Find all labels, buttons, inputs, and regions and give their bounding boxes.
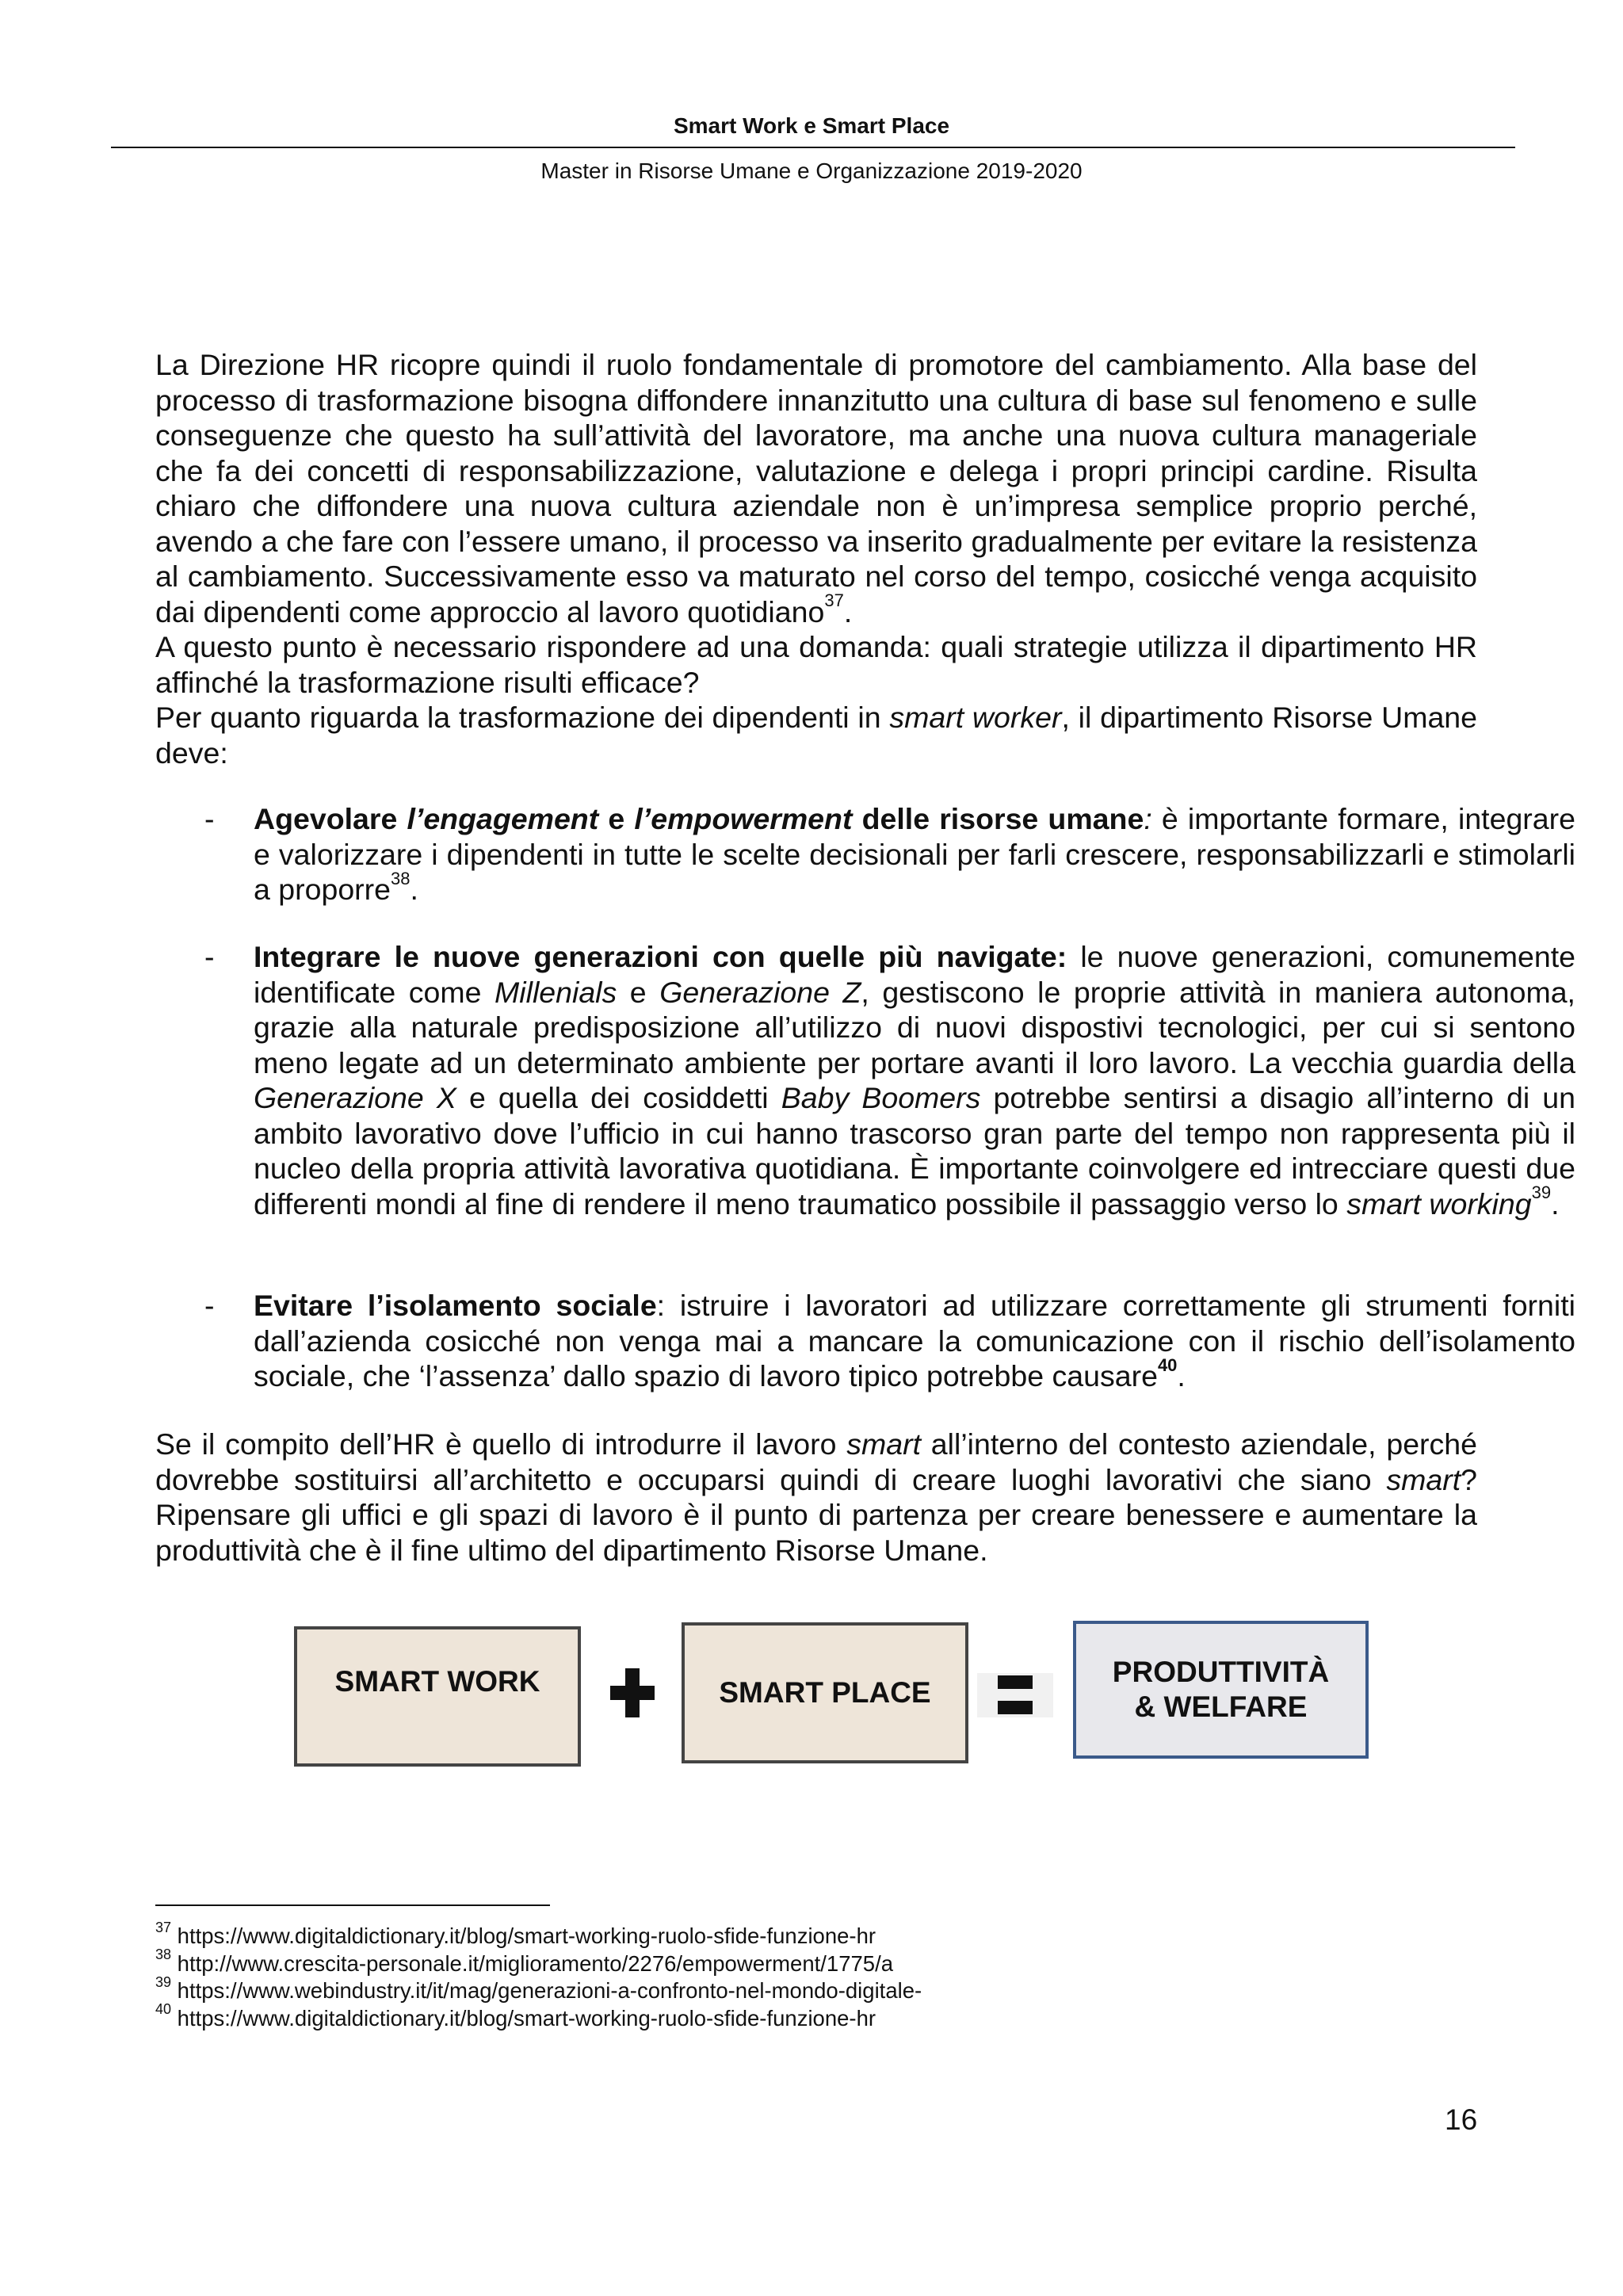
footnote bbox=[155, 1919, 922, 1950]
paragraph-1-text-c2: , il dipartimento Risorse Umane deve: bbox=[155, 701, 1478, 770]
item1-bold-1: Agevolare bbox=[254, 802, 407, 835]
footnote-link[interactable]: https://www.digitaldictionary.it/blog/smart-working-ruolo-sfide-funzione-hr bbox=[171, 1924, 876, 1948]
header-divider bbox=[111, 147, 1515, 148]
paragraph-1 bbox=[155, 347, 1477, 770]
item1-bold-2: e bbox=[598, 802, 635, 835]
item2-bold: Integrare le nuove generazioni con quelle più navigate: bbox=[254, 940, 1067, 973]
list-bullet: - bbox=[204, 940, 215, 973]
item1-end: . bbox=[410, 873, 418, 906]
footnote-number: 38 bbox=[155, 1946, 172, 1963]
item2-end: . bbox=[1551, 1186, 1560, 1221]
paragraph-1-text-a-end: . bbox=[843, 594, 853, 628]
paragraph-1-text-a: La Direzione HR ricopre quindi il ruolo fondamentale di promotore del cambiamento. Alla base del processo di trasformazione bisogna diffondere innanzitutto una cultura di base sul fenomeno e sulle conseguenze che questo ha sull’attività del lavoratore, ma anche una nuova cultura manageriale che fa dei concetti di responsabilizzazione, valutazione e delega i propri principi cardine. Risulta chiaro che diffondere una nuova cultura aziendale non è un’impresa semplice proprio perché, avendo a che fare con l’essere umano, il processo va inserito gradualmente per evitare la resistenza al cambiamento. Successivamente esso va maturato nel corso del tempo, cosicché venga acquisito dai dipendenti come approccio al lavoro quotidiano bbox=[155, 348, 1477, 628]
footnote-link[interactable]: https://www.digitaldictionary.it/blog/smart-working-ruolo-sfide-funzione-hr bbox=[171, 2005, 876, 2030]
item2-text-4: e quella dei cosiddetti bbox=[456, 1081, 781, 1114]
footnote-link[interactable]: http://www.crescita-personale.it/miglioramento/2276/empowerment/1775/a bbox=[171, 1950, 894, 1976]
footnote-link[interactable]: https://www.webindustry.it/it/mag/generazioni-a-confronto-nel-mondo-digitale- bbox=[171, 1978, 922, 2003]
footnote-divider bbox=[155, 1904, 550, 1906]
paragraph-2-italic-1: smart bbox=[846, 1427, 921, 1461]
item3-bold: Evitare l’isolamento sociale bbox=[254, 1289, 657, 1322]
footnote-ref-38[interactable]: 38 bbox=[391, 868, 411, 888]
paragraph-2-text-2: all’interno del contesto aziendale, perché dovrebbe sostituirsi all’architetto e occuparsi quindi di creare luoghi lavorativi che siano bbox=[155, 1427, 1477, 1496]
diagram-box-smart-work bbox=[294, 1626, 581, 1767]
footnote-ref-37[interactable]: 37 bbox=[824, 590, 844, 610]
paragraph-2-text-1: Se il compito dell’HR è quello di introdurre il lavoro bbox=[155, 1427, 847, 1461]
paragraph-2-text-3: ? Ripensare gli uffici e gli spazi di lavoro è il punto di partenza per creare benessere e aumentare la produttività che è il fine ultimo del dipartimento Risorse Umane. bbox=[155, 1462, 1477, 1567]
list-bullet: - bbox=[204, 802, 215, 835]
diagram-box-smart-place bbox=[682, 1622, 968, 1763]
item2-text-5: potrebbe sentirsi a disagio all’interno di un ambito lavorativo dove l’ufficio in cui hanno trascorso gran parte del tempo non rappresenta più il nucleo della propria attività lavorativa quotidiana. È importante coinvolgere ed intrecciare questi due differenti mondi al fine di rendere il meno traumatico possibile il passaggio verso lo bbox=[254, 1081, 1575, 1221]
list-item bbox=[155, 1288, 1575, 1394]
item3-end: . bbox=[1177, 1359, 1186, 1392]
item2-italic-4: Baby Boomers bbox=[781, 1081, 981, 1114]
plus-icon bbox=[610, 1668, 655, 1717]
item2-italic-3: Generazione X bbox=[254, 1081, 456, 1114]
equals-icon bbox=[977, 1673, 1053, 1717]
footnote-ref-40[interactable]: 40 bbox=[1157, 1354, 1178, 1375]
diagram-box-smart-place-label: SMART PLACE bbox=[719, 1676, 931, 1709]
item3-text: : istruire i lavoratori ad utilizzare correttamente gli strumenti forniti dall’azienda cosicché non venga mai a mancare la comunicazione con il rischio dell’isolamento sociale, che ‘l’assenza’ dallo spazio di lavoro tipico potrebbe causare bbox=[254, 1289, 1575, 1392]
footnote-number: 37 bbox=[155, 1919, 172, 1935]
item2-text-1: le nuove generazioni, comunemente identificate come bbox=[254, 940, 1575, 1009]
item2-text-3: , gestiscono le proprie attività in maniera autonoma, grazie alla naturale predisposizione all’utilizzo di nuovi dispostivi tecnologici, per cui si sentono meno legate ad un determinato ambiente per portare avanti il loro lavoro. La vecchia guardia della bbox=[254, 975, 1575, 1079]
diagram-box-smart-work-label: SMART WORK bbox=[334, 1665, 540, 1698]
item1-bolditalic-1: l’engagement bbox=[407, 802, 599, 835]
paragraph-2-italic-2: smart bbox=[1386, 1462, 1461, 1496]
paragraph-1-italic-smart-worker: smart worker bbox=[889, 701, 1062, 734]
paragraph-2 bbox=[155, 1427, 1477, 1568]
footnote-number: 40 bbox=[155, 2001, 172, 2018]
item2-italic-1: Millenials bbox=[495, 975, 617, 1009]
footnote-ref-39[interactable]: 39 bbox=[1531, 1182, 1552, 1202]
footnote-number: 39 bbox=[155, 1973, 172, 1990]
footnotes bbox=[155, 1919, 922, 2032]
item1-text: è importante formare, integrare e valorizzare i dipendenti in tutte le scelte decisionali per farli crescere, responsabilizzarli e stimolarli a proporre bbox=[254, 802, 1575, 906]
paragraph-1-text-c1: Per quanto riguarda la trasformazione dei dipendenti in bbox=[155, 701, 890, 734]
list-item bbox=[155, 801, 1575, 907]
item2-text-2: e bbox=[617, 975, 660, 1009]
diagram-box-result-line2: & WELFARE bbox=[1134, 1690, 1308, 1723]
header-title: Smart Work e Smart Place bbox=[673, 113, 950, 138]
footnote bbox=[155, 1946, 922, 1978]
footnote bbox=[155, 2001, 922, 2033]
diagram-box-result bbox=[1073, 1621, 1369, 1759]
page-number: 16 bbox=[1445, 2103, 1478, 2136]
item1-bolditalic-2: l’empowerment bbox=[634, 802, 853, 835]
item2-italic-2: Generazione Z bbox=[659, 975, 861, 1009]
list-bullet: - bbox=[204, 1289, 215, 1322]
list-item bbox=[155, 939, 1575, 1221]
item1-colon: : bbox=[1144, 802, 1152, 835]
paragraph-1-text-b: A questo punto è necessario rispondere ad una domanda: quali strategie utilizza il dipartimento HR affinché la trasformazione risulti efficace? bbox=[155, 630, 1477, 699]
item1-bold-3: delle risorse umane bbox=[852, 802, 1144, 835]
item2-italic-5: smart working bbox=[1346, 1186, 1532, 1221]
footnote bbox=[155, 1973, 922, 2005]
diagram-box-result-line1: PRODUTTIVITÀ bbox=[1112, 1656, 1330, 1688]
header-subtitle: Master in Risorse Umane e Organizzazione 2019-2020 bbox=[540, 159, 1083, 183]
